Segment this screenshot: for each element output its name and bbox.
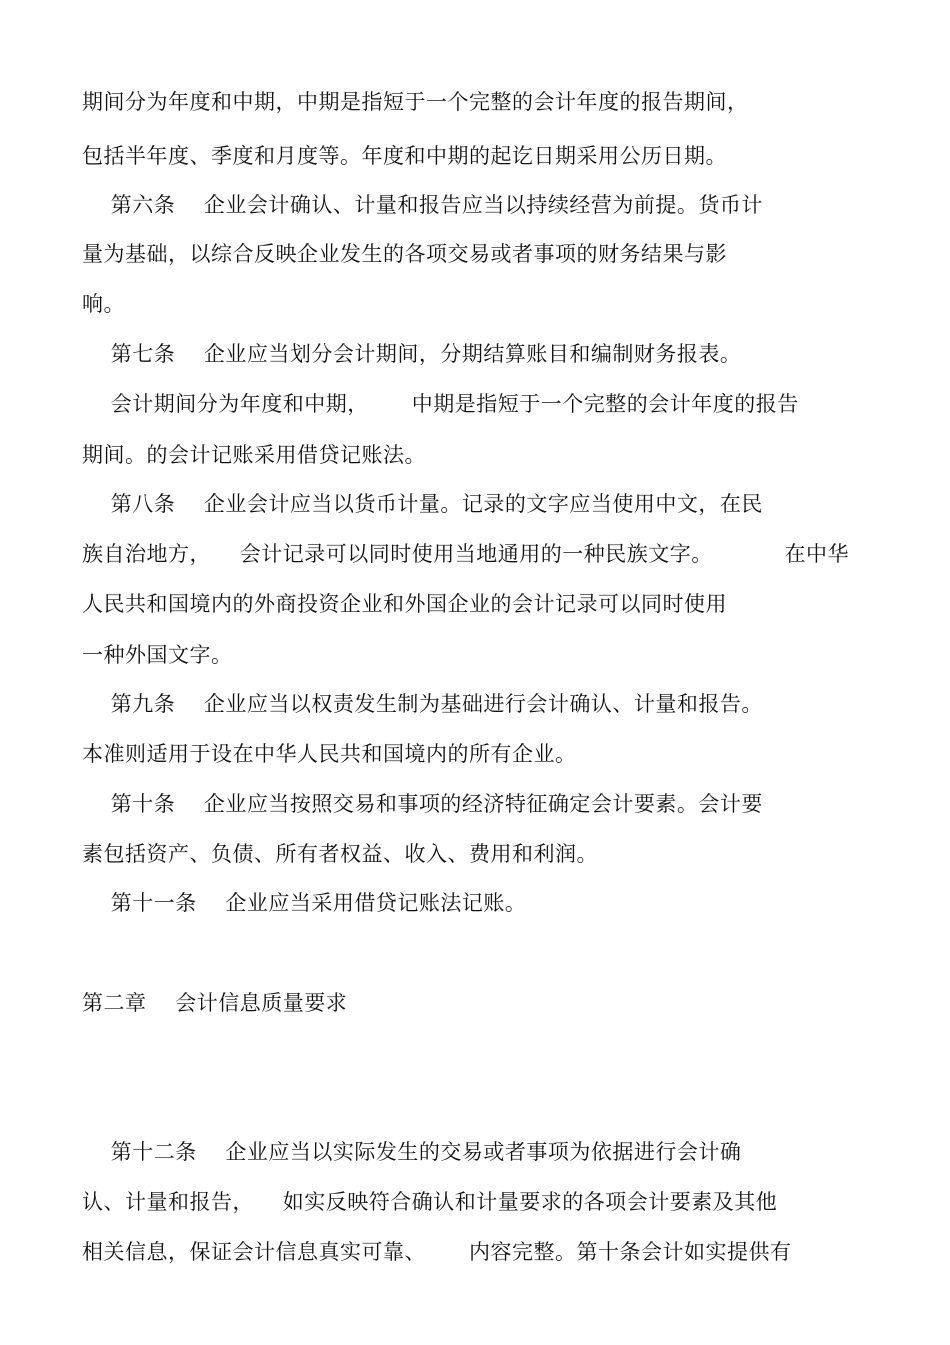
- article-8-line: 第八条 企业会计应当以货币计量。记录的文字应当使用中文，在民: [82, 492, 763, 516]
- text-line: 一种外国文字。: [82, 643, 233, 667]
- article-9-line: 第九条 企业应当以权责发生制为基础进行会计确认、计量和报告。: [82, 692, 763, 716]
- text-line: 响。: [82, 292, 125, 316]
- chapter-heading: 第二章 会计信息质量要求: [82, 991, 348, 1015]
- text-line: 相关信息，保证会计信息真实可靠、 内容完整。第十条会计如实提供有: [82, 1240, 792, 1264]
- text-line: 期间分为年度和中期，中期是指短于一个完整的会计年度的报告期间，: [82, 90, 749, 114]
- text-line: 包括半年度、季度和月度等。年度和中期的起讫日期采用公历日期。: [82, 144, 727, 168]
- text-line: 认、计量和报告， 如实反映符合确认和计量要求的各项会计要素及其他: [82, 1190, 778, 1214]
- text-line: 量为基础，以综合反映企业发生的各项交易或者事项的财务结果与影: [82, 242, 727, 266]
- article-6-line: 第六条 企业会计确认、计量和报告应当以持续经营为前提。货币计: [82, 193, 763, 217]
- text-line: 本准则适用于设在中华人民共和国境内的所有企业。: [82, 742, 577, 766]
- article-12-line: 第十二条 企业应当以实际发生的交易或者事项为依据进行会计确: [82, 1140, 742, 1164]
- text-line: 会计期间分为年度和中期， 中期是指短于一个完整的会计年度的报告: [82, 392, 799, 416]
- text-line: 素包括资产、负债、所有者权益、收入、费用和利润。: [82, 842, 598, 866]
- article-10-line: 第十条 企业应当按照交易和事项的经济特征确定会计要素。会计要: [82, 792, 763, 816]
- text-line: 期间。的会计记账采用借贷记账法。: [82, 443, 426, 467]
- text-line: 族自治地方， 会计记录可以同时使用当地通用的一种民族文字。 在中华: [82, 542, 849, 566]
- text-line: 人民共和国境内的外商投资企业和外国企业的会计记录可以同时使用: [82, 592, 727, 616]
- article-7-line: 第七条 企业应当划分会计期间，分期结算账目和编制财务报表。: [82, 342, 742, 366]
- article-11-line: 第十一条 企业应当采用借贷记账法记账。: [82, 891, 527, 915]
